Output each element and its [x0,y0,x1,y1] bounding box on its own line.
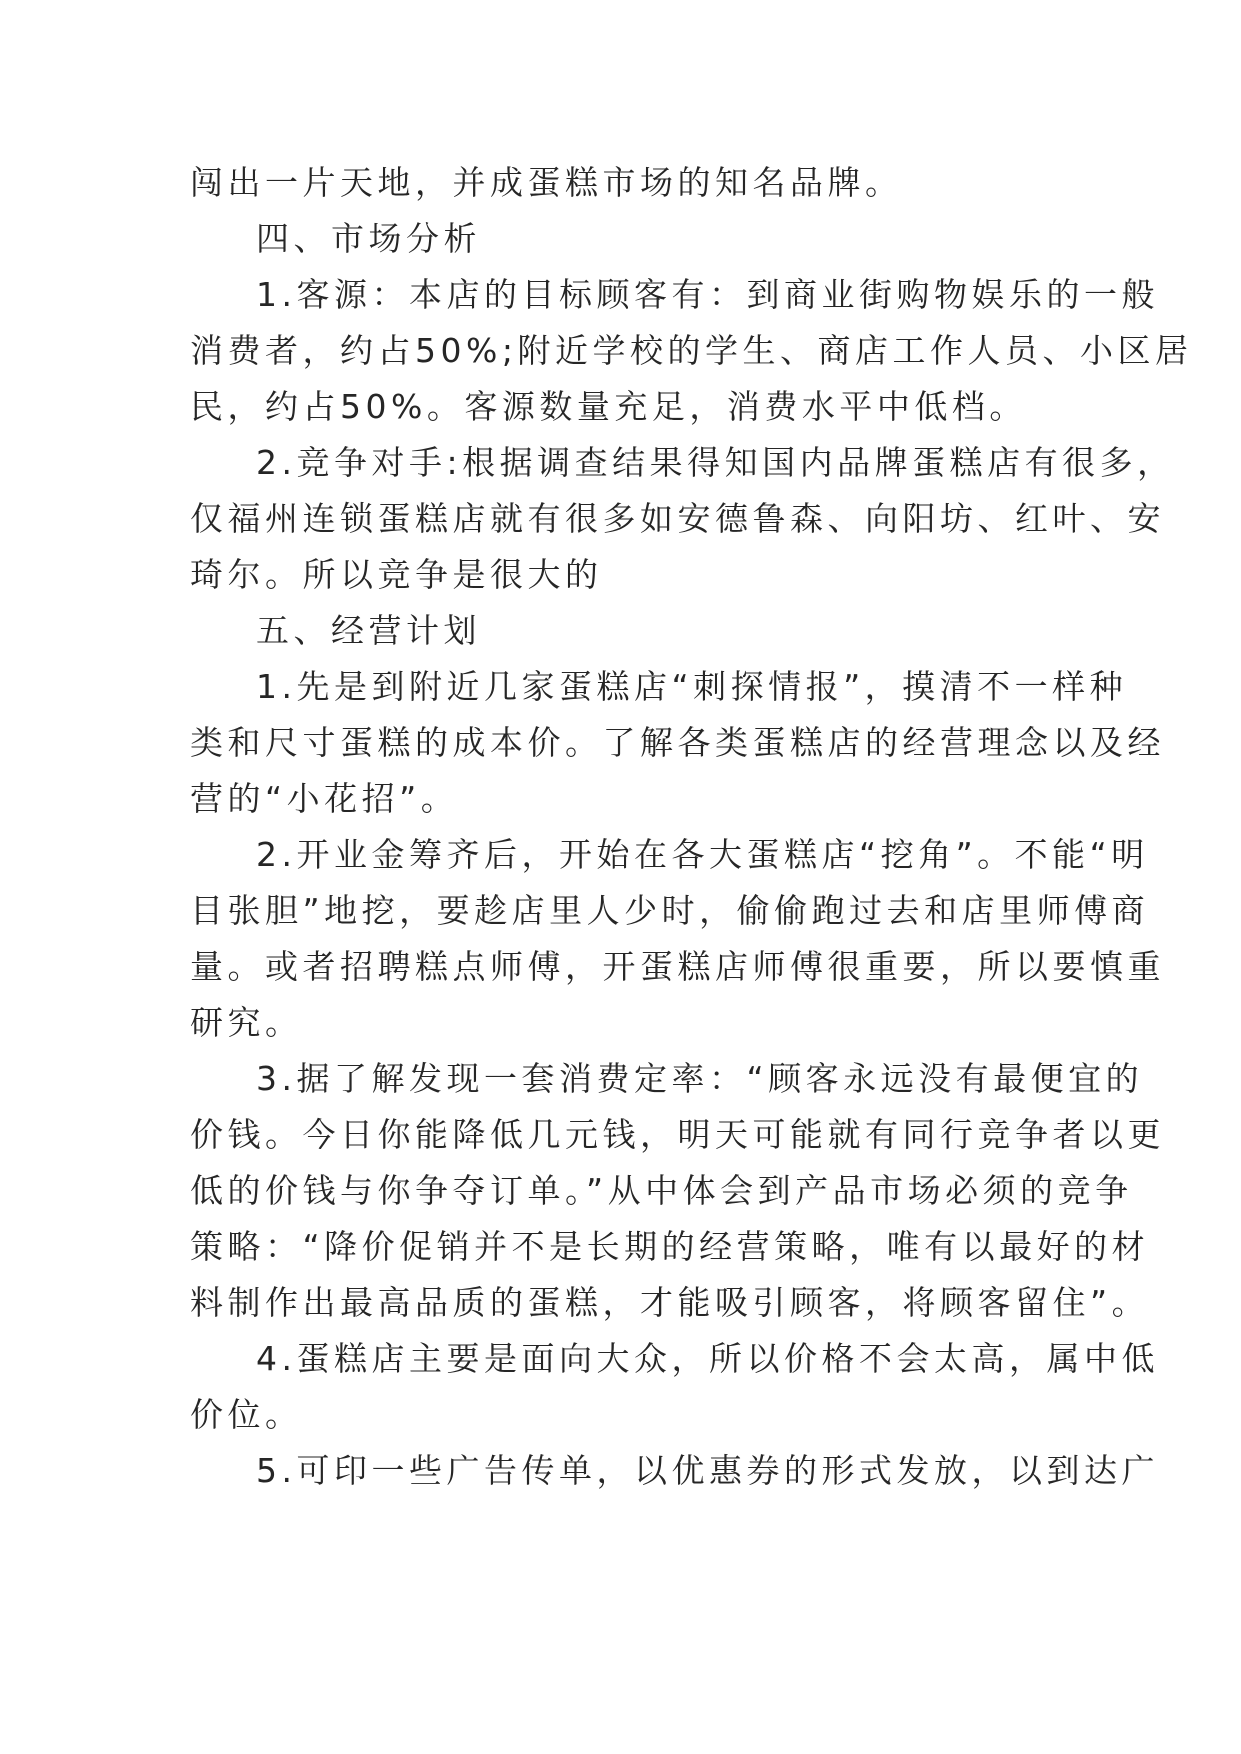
paragraph-line: 量。或者招聘糕点师傅，开蛋糕店师傅很重要，所以要慎重 [190,947,1165,986]
paragraph-line: 2.竞争对手:根据调查结果得知国内品牌蛋糕店有很多， [256,443,1175,482]
paragraph-line: 价位。 [190,1395,303,1434]
paragraph-line: 营的“小花招”。 [190,779,459,818]
section-heading-market-analysis: 四、市场分析 [256,219,481,258]
paragraph-line: 类和尺寸蛋糕的成本价。了解各类蛋糕店的经营理念以及经 [190,723,1165,762]
paragraph-line: 4.蛋糕店主要是面向大众，所以价格不会太高，属中低 [256,1339,1159,1378]
paragraph-line: 1.客源：本店的目标顾客有：到商业街购物娱乐的一般 [256,275,1159,314]
paragraph-line: 消费者，约占50%;附近学校的学生、商店工作人员、小区居 [190,331,1193,370]
paragraph-line: 5.可印一些广告传单，以优惠券的形式发放，以到达广 [256,1451,1159,1490]
paragraph-line: 3.据了解发现一套消费定率：“顾客永远没有最便宜的 [256,1059,1144,1098]
paragraph-line: 琦尔。所以竞争是很大的 [190,555,603,594]
paragraph-line: 2.开业金筹齐后，开始在各大蛋糕店“挖角”。不能“明 [256,835,1149,874]
paragraph-line: 研究。 [190,1003,303,1042]
paragraph-line: 目张胆”地挖，要趁店里人少时，偷偷跑过去和店里师傅商 [190,891,1150,930]
paragraph-line: 闯出一片天地，并成蛋糕市场的知名品牌。 [190,163,903,202]
paragraph-line: 策略：“降价促销并不是长期的经营策略，唯有以最好的材 [190,1227,1150,1266]
paragraph-line: 仅福州连锁蛋糕店就有很多如安德鲁森、向阳坊、红叶、安 [190,499,1165,538]
paragraph-line: 料制作出最高品质的蛋糕，才能吸引顾客，将顾客留住”。 [190,1283,1150,1322]
paragraph-line: 低的价钱与你争夺订单。”从中体会到产品市场必须的竞争 [190,1171,1133,1210]
paragraph-line: 民，约占50%。客源数量充足，消费水平中低档。 [190,387,1027,426]
paragraph-line: 1.先是到附近几家蛋糕店“刺探情报”，摸清不一样种 [256,667,1128,706]
paragraph-line: 价钱。今日你能降低几元钱，明天可能就有同行竞争者以更 [190,1115,1165,1154]
section-heading-business-plan: 五、经营计划 [256,611,481,650]
